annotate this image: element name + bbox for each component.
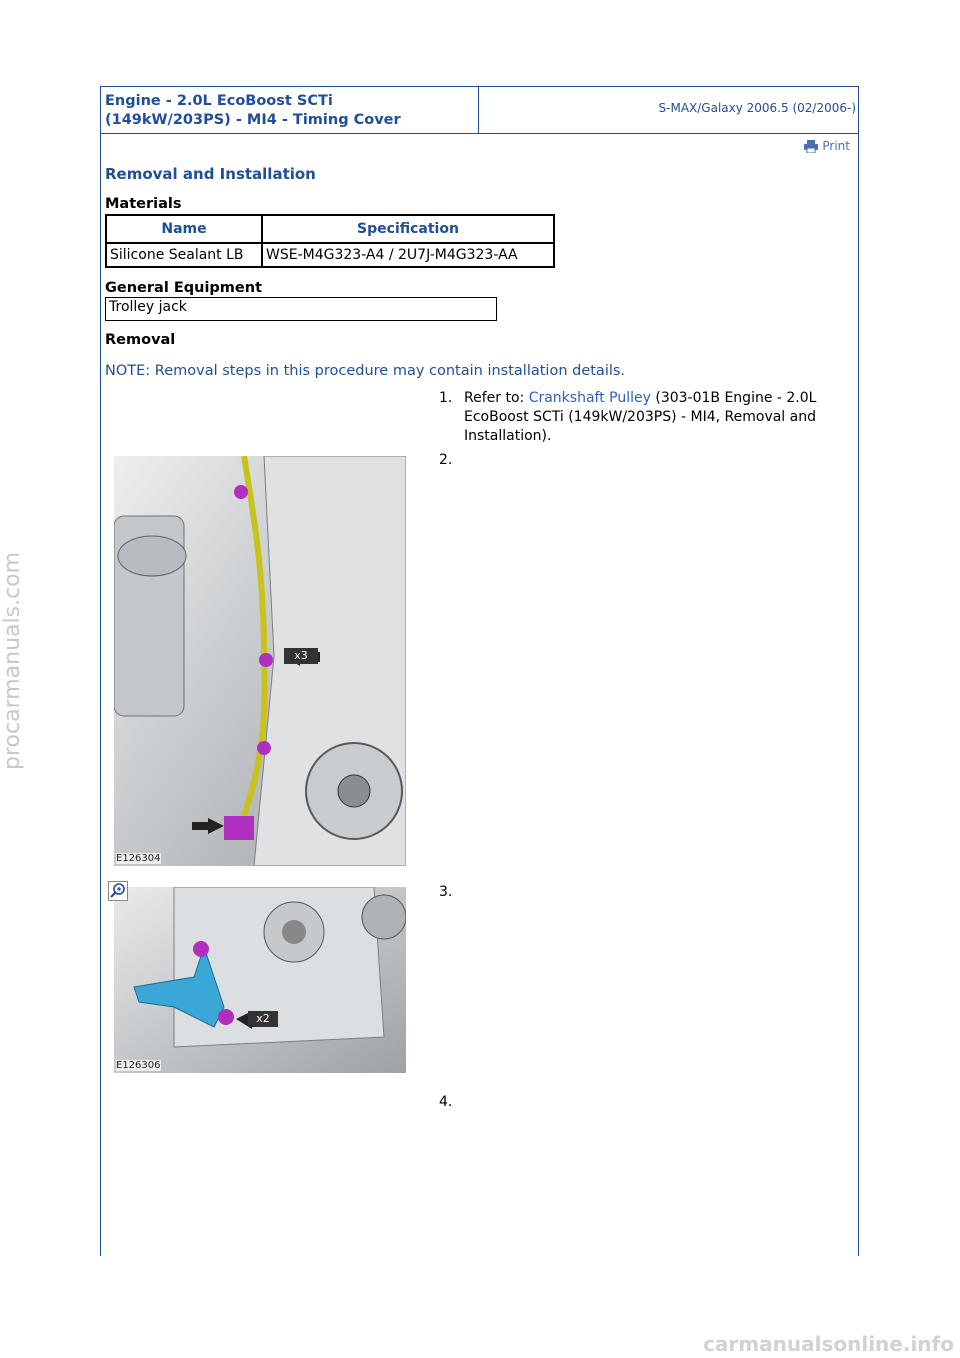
step-text bbox=[464, 389, 834, 446]
print-button[interactable] bbox=[804, 139, 850, 153]
step-number: 3. bbox=[439, 884, 453, 900]
callout-label: x2 bbox=[248, 1011, 278, 1027]
step-text-prefix: Refer to: bbox=[464, 390, 529, 406]
vehicle-model: S-MAX/Galaxy 2006.5 (02/2006-) bbox=[658, 101, 856, 115]
page-title bbox=[101, 87, 479, 133]
page-title-line1: Engine - 2.0L EcoBoost SCTi bbox=[105, 93, 333, 109]
column-header-specification: Specification bbox=[262, 215, 554, 243]
engine-illustration bbox=[114, 887, 406, 1073]
crankshaft-pulley-link[interactable]: Crankshaft Pulley bbox=[528, 390, 651, 406]
step-text-rest: (303-01B Engine - 2.0L EcoBoost SCTi (149kW/203PS) - MI4, Removal and Installation). bbox=[464, 390, 817, 444]
table-row bbox=[106, 243, 554, 267]
materials-label: Materials bbox=[105, 196, 182, 212]
materials-table bbox=[105, 214, 555, 268]
material-name: Silicone Sealant LB bbox=[106, 243, 262, 267]
zoom-icon[interactable] bbox=[108, 881, 128, 901]
print-label: Print bbox=[822, 139, 850, 153]
engine-illustration bbox=[114, 456, 406, 866]
page-header bbox=[101, 87, 858, 134]
column-header-name: Name bbox=[106, 215, 262, 243]
material-specification: WSE-M4G323-A4 / 2U7J-M4G323-AA bbox=[262, 243, 554, 267]
step-1 bbox=[439, 389, 839, 449]
table-header-row bbox=[106, 215, 554, 243]
removal-label: Removal bbox=[105, 332, 176, 348]
section-title: Removal and Installation bbox=[105, 165, 316, 183]
figure-id-label: E126306 bbox=[116, 1060, 161, 1071]
figure-id-label: E126304 bbox=[116, 853, 161, 864]
printer-icon bbox=[804, 140, 818, 153]
equipment-item: Trolley jack bbox=[105, 297, 497, 321]
step-number: 2. bbox=[439, 452, 453, 468]
bottom-watermark: carmanualsonline.info bbox=[703, 1332, 954, 1356]
figure-e126304 bbox=[114, 456, 406, 866]
table-edge-mark bbox=[491, 297, 495, 298]
side-watermark: procarmanuals.com bbox=[0, 551, 25, 770]
removal-note: NOTE: Removal steps in this procedure may contain installation details. bbox=[105, 363, 626, 379]
callout-label: x3 bbox=[284, 648, 318, 664]
page-title-line2: (149kW/203PS) - MI4 - Timing Cover bbox=[105, 112, 401, 128]
figure-e126306 bbox=[114, 887, 406, 1073]
equipment-label: General Equipment bbox=[105, 280, 263, 296]
step-number: 4. bbox=[439, 1094, 453, 1110]
step-number: 1. bbox=[439, 390, 453, 406]
